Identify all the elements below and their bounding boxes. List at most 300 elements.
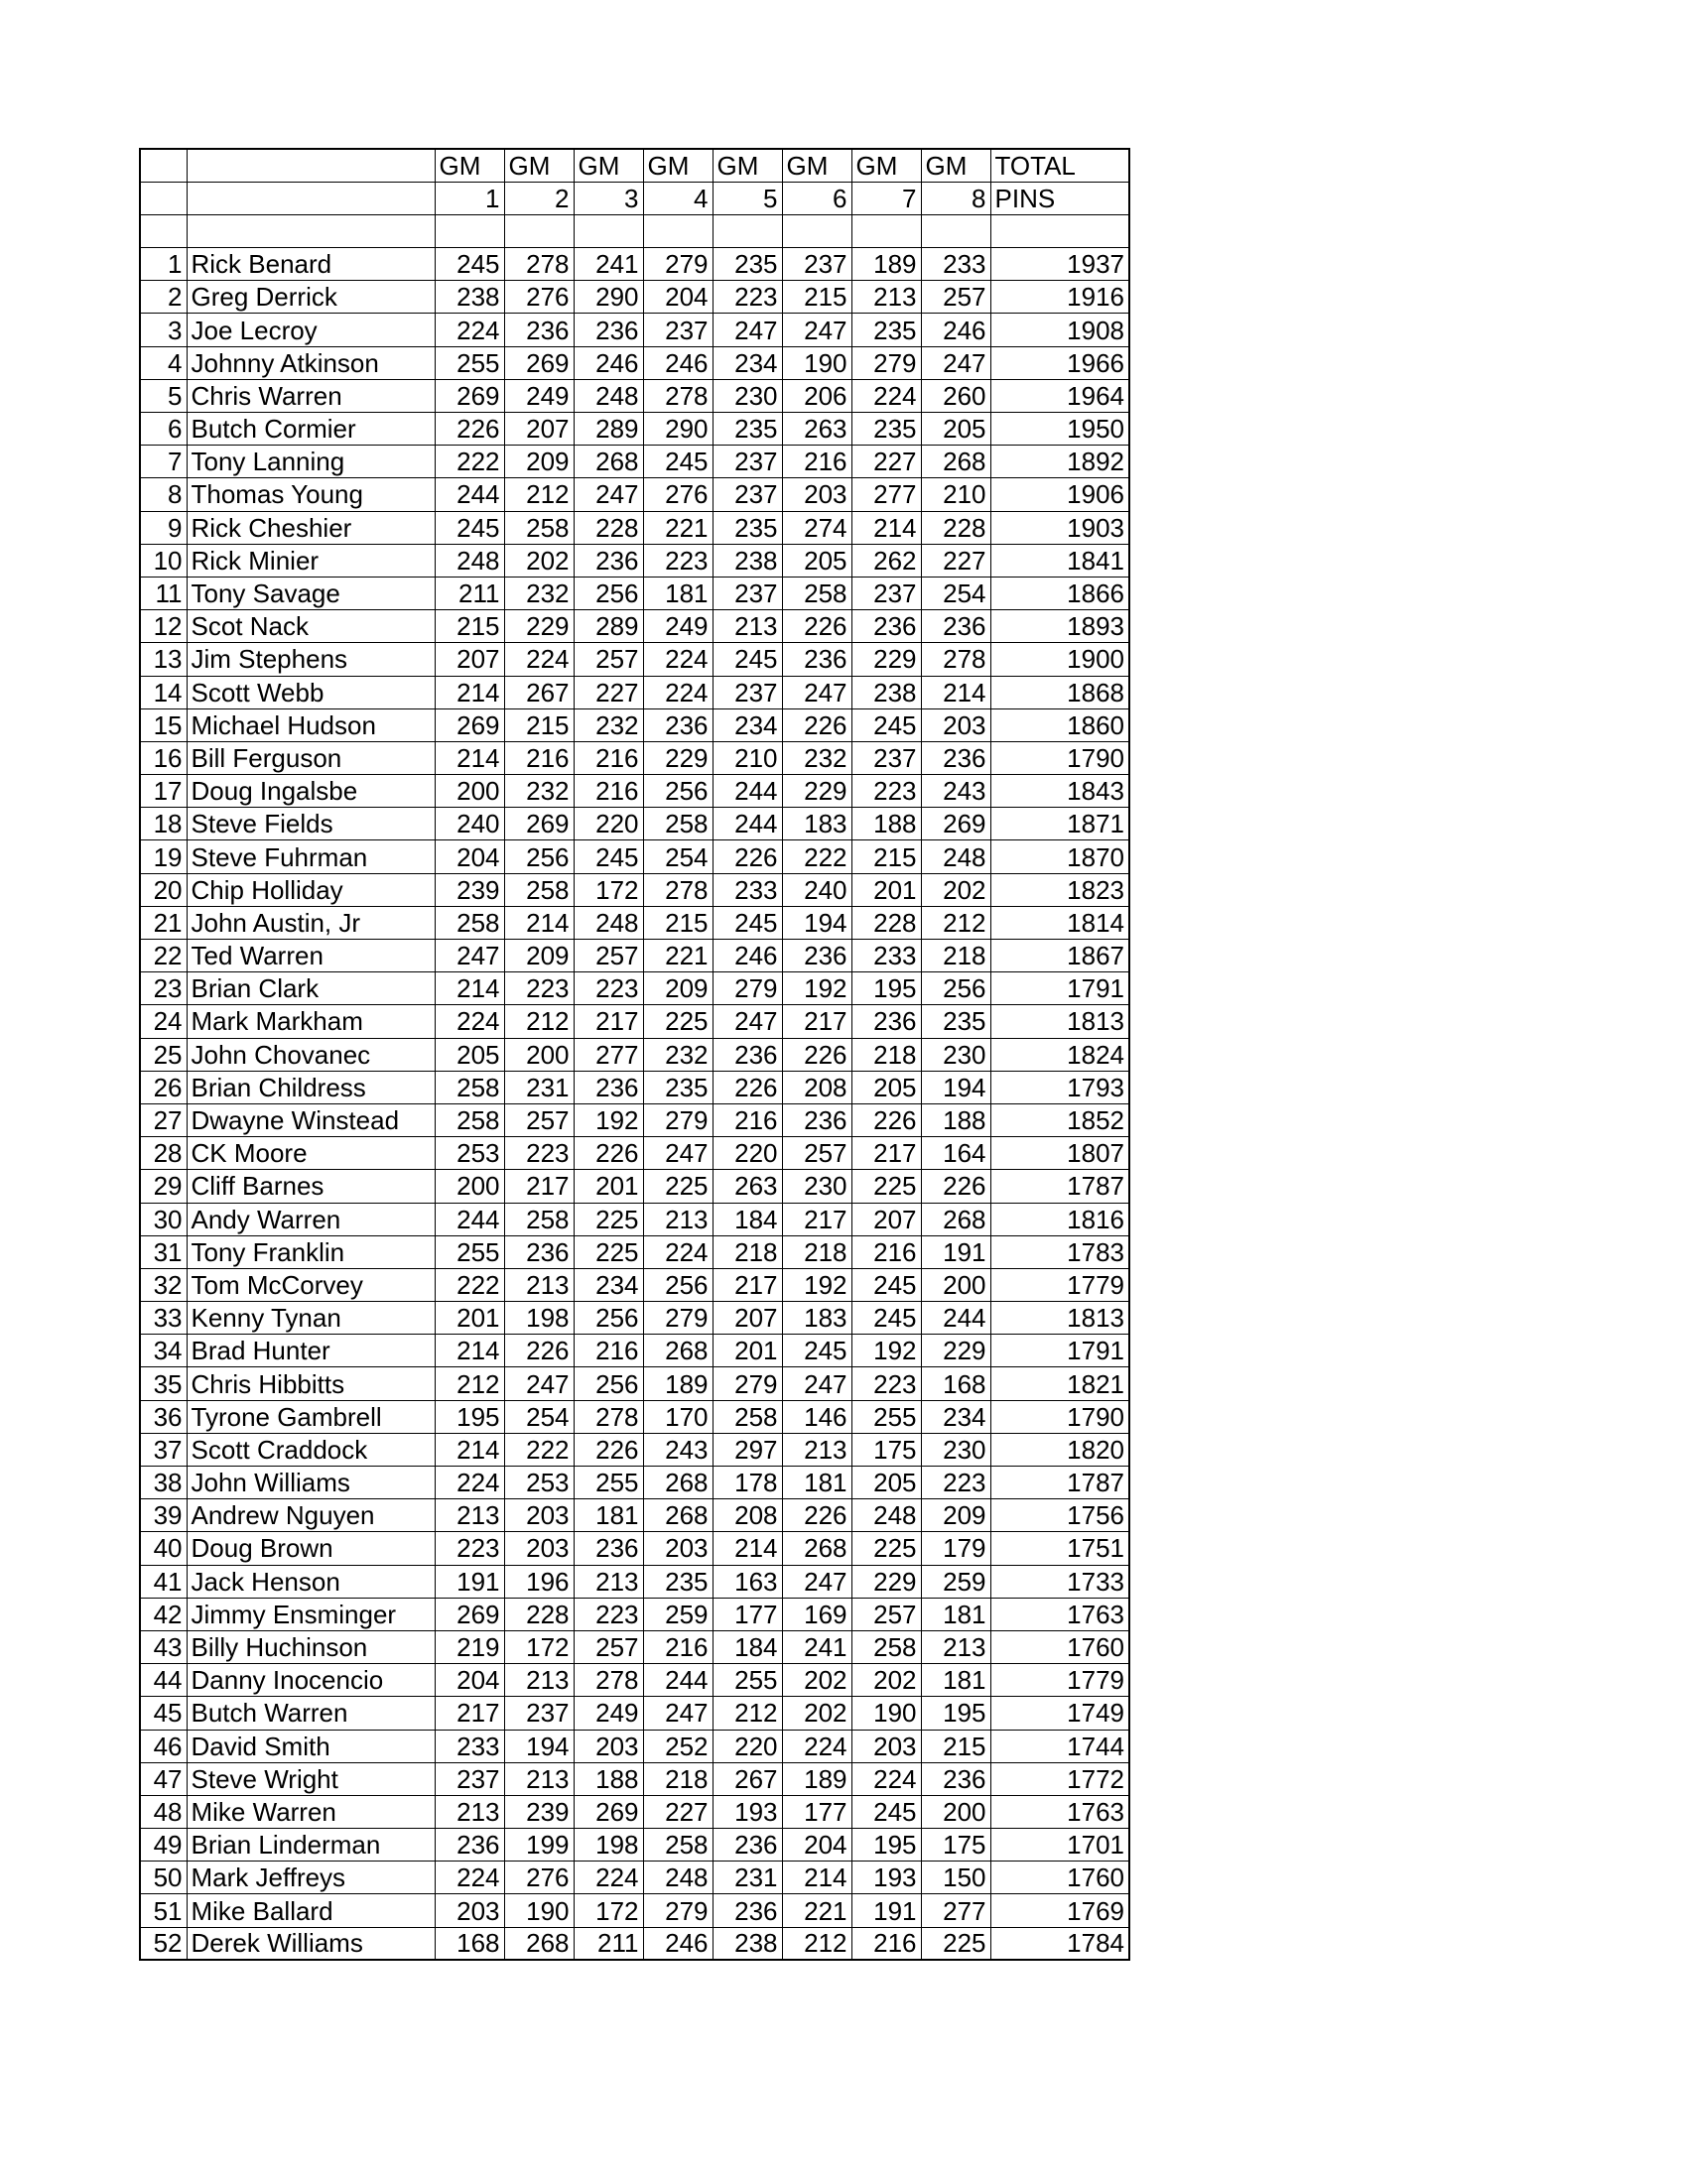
game-4-cell: 203 [643, 1532, 713, 1565]
game-3-cell: 247 [574, 478, 643, 511]
header-total-pins: PINS [990, 182, 1129, 214]
game-7-cell: 213 [851, 281, 921, 314]
game-6-cell: 222 [782, 840, 851, 873]
blank-cell [643, 214, 713, 247]
rank-cell: 5 [140, 379, 187, 412]
rank-cell: 38 [140, 1467, 187, 1499]
rank-cell: 22 [140, 940, 187, 972]
game-5-cell: 193 [713, 1795, 782, 1828]
game-6-cell: 236 [782, 940, 851, 972]
game-7-cell: 257 [851, 1598, 921, 1630]
table-row [140, 972, 1129, 1005]
name-cell: Scott Craddock [187, 1433, 435, 1466]
game-2-cell: 236 [504, 314, 574, 346]
game-5-cell: 218 [713, 1235, 782, 1268]
game-3-cell: 181 [574, 1499, 643, 1532]
game-1-cell: 236 [435, 1829, 504, 1862]
game-4-cell: 259 [643, 1598, 713, 1630]
game-2-cell: 213 [504, 1664, 574, 1697]
total-pins-cell: 1763 [990, 1598, 1129, 1630]
table-row [140, 1467, 1129, 1499]
table-row [140, 1499, 1129, 1532]
rank-cell: 42 [140, 1598, 187, 1630]
table-row [140, 1730, 1129, 1762]
table-row [140, 1862, 1129, 1894]
game-8-cell: 247 [921, 346, 990, 379]
name-cell: Doug Ingalsbe [187, 775, 435, 808]
game-1-cell: 168 [435, 1927, 504, 1960]
game-4-cell: 290 [643, 413, 713, 446]
game-4-cell: 224 [643, 676, 713, 708]
game-5-cell: 220 [713, 1730, 782, 1762]
game-8-cell: 234 [921, 1400, 990, 1433]
table-row [140, 1697, 1129, 1730]
table-row [140, 840, 1129, 873]
game-1-cell: 269 [435, 708, 504, 741]
total-pins-cell: 1769 [990, 1894, 1129, 1927]
game-7-cell: 226 [851, 1103, 921, 1136]
rank-cell: 14 [140, 676, 187, 708]
game-4-cell: 245 [643, 446, 713, 478]
total-pins-cell: 1893 [990, 610, 1129, 643]
game-7-cell: 236 [851, 1005, 921, 1038]
rank-cell: 1 [140, 248, 187, 281]
game-5-cell: 279 [713, 1367, 782, 1400]
game-8-cell: 203 [921, 708, 990, 741]
game-2-cell: 268 [504, 1927, 574, 1960]
game-4-cell: 216 [643, 1630, 713, 1663]
game-2-cell: 253 [504, 1467, 574, 1499]
game-3-cell: 234 [574, 1268, 643, 1301]
rank-cell: 46 [140, 1730, 187, 1762]
name-cell: Dwayne Winstead [187, 1103, 435, 1136]
name-cell: John Williams [187, 1467, 435, 1499]
rank-cell: 21 [140, 906, 187, 939]
name-cell: Brian Clark [187, 972, 435, 1005]
game-5-cell: 216 [713, 1103, 782, 1136]
header-game-1: GM [435, 149, 504, 182]
game-4-cell: 221 [643, 940, 713, 972]
rank-cell: 6 [140, 413, 187, 446]
game-2-cell: 200 [504, 1038, 574, 1071]
game-3-cell: 232 [574, 708, 643, 741]
table-row [140, 610, 1129, 643]
total-pins-cell: 1916 [990, 281, 1129, 314]
name-cell: Scot Nack [187, 610, 435, 643]
name-cell: Kenny Tynan [187, 1302, 435, 1335]
name-cell: Tony Lanning [187, 446, 435, 478]
total-pins-cell: 1892 [990, 446, 1129, 478]
name-cell: Bill Ferguson [187, 741, 435, 774]
game-3-cell: 248 [574, 379, 643, 412]
total-pins-cell: 1843 [990, 775, 1129, 808]
header-game-8: 8 [921, 182, 990, 214]
game-8-cell: 209 [921, 1499, 990, 1532]
game-8-cell: 244 [921, 1302, 990, 1335]
rank-cell: 26 [140, 1071, 187, 1103]
game-6-cell: 236 [782, 1103, 851, 1136]
header-game-5: 5 [713, 182, 782, 214]
table-row [140, 1630, 1129, 1663]
name-cell: Tom McCorvey [187, 1268, 435, 1301]
name-cell: Chip Holliday [187, 873, 435, 906]
game-5-cell: 267 [713, 1762, 782, 1795]
game-7-cell: 277 [851, 478, 921, 511]
table-row [140, 1433, 1129, 1466]
table-row [140, 1103, 1129, 1136]
game-6-cell: 216 [782, 446, 851, 478]
game-3-cell: 225 [574, 1203, 643, 1235]
game-2-cell: 247 [504, 1367, 574, 1400]
game-8-cell: 236 [921, 1762, 990, 1795]
game-7-cell: 215 [851, 840, 921, 873]
game-8-cell: 254 [921, 577, 990, 609]
game-8-cell: 235 [921, 1005, 990, 1038]
game-6-cell: 247 [782, 314, 851, 346]
game-1-cell: 255 [435, 346, 504, 379]
game-2-cell: 258 [504, 511, 574, 544]
total-pins-cell: 1813 [990, 1005, 1129, 1038]
game-2-cell: 258 [504, 1203, 574, 1235]
game-5-cell: 217 [713, 1268, 782, 1301]
game-7-cell: 237 [851, 577, 921, 609]
total-pins-cell: 1903 [990, 511, 1129, 544]
total-pins-cell: 1824 [990, 1038, 1129, 1071]
rank-cell: 3 [140, 314, 187, 346]
game-4-cell: 170 [643, 1400, 713, 1433]
blank-cell [574, 214, 643, 247]
game-6-cell: 229 [782, 775, 851, 808]
game-3-cell: 289 [574, 413, 643, 446]
table-row [140, 478, 1129, 511]
game-4-cell: 232 [643, 1038, 713, 1071]
game-2-cell: 217 [504, 1170, 574, 1203]
game-1-cell: 253 [435, 1137, 504, 1170]
game-6-cell: 274 [782, 511, 851, 544]
game-6-cell: 226 [782, 708, 851, 741]
header-total-pins: TOTAL [990, 149, 1129, 182]
game-2-cell: 198 [504, 1302, 574, 1335]
name-cell: Scott Webb [187, 676, 435, 708]
total-pins-cell: 1906 [990, 478, 1129, 511]
rank-cell: 30 [140, 1203, 187, 1235]
game-6-cell: 237 [782, 248, 851, 281]
table-row [140, 1598, 1129, 1630]
total-pins-cell: 1791 [990, 1335, 1129, 1367]
game-8-cell: 248 [921, 840, 990, 873]
header-game-3: 3 [574, 182, 643, 214]
name-cell: Chris Warren [187, 379, 435, 412]
game-1-cell: 200 [435, 1170, 504, 1203]
game-7-cell: 205 [851, 1467, 921, 1499]
game-7-cell: 245 [851, 1795, 921, 1828]
rank-cell: 48 [140, 1795, 187, 1828]
name-cell: Chris Hibbitts [187, 1367, 435, 1400]
table-row [140, 413, 1129, 446]
name-cell: Tony Savage [187, 577, 435, 609]
game-7-cell: 228 [851, 906, 921, 939]
game-7-cell: 235 [851, 413, 921, 446]
game-2-cell: 267 [504, 676, 574, 708]
game-8-cell: 188 [921, 1103, 990, 1136]
game-3-cell: 172 [574, 1894, 643, 1927]
game-2-cell: 172 [504, 1630, 574, 1663]
name-cell: Brad Hunter [187, 1335, 435, 1367]
name-cell: John Austin, Jr [187, 906, 435, 939]
rank-cell: 47 [140, 1762, 187, 1795]
game-8-cell: 228 [921, 511, 990, 544]
total-pins-cell: 1966 [990, 346, 1129, 379]
game-1-cell: 269 [435, 1598, 504, 1630]
game-4-cell: 258 [643, 808, 713, 840]
game-7-cell: 237 [851, 741, 921, 774]
game-7-cell: 190 [851, 1697, 921, 1730]
game-7-cell: 227 [851, 446, 921, 478]
game-8-cell: 205 [921, 413, 990, 446]
total-pins-cell: 1964 [990, 379, 1129, 412]
total-pins-cell: 1870 [990, 840, 1129, 873]
rank-cell: 52 [140, 1927, 187, 1960]
game-4-cell: 279 [643, 248, 713, 281]
game-2-cell: 258 [504, 873, 574, 906]
game-1-cell: 258 [435, 906, 504, 939]
game-5-cell: 214 [713, 1532, 782, 1565]
name-cell: Jack Henson [187, 1565, 435, 1598]
game-4-cell: 224 [643, 1235, 713, 1268]
game-5-cell: 244 [713, 775, 782, 808]
game-3-cell: 257 [574, 1630, 643, 1663]
game-8-cell: 246 [921, 314, 990, 346]
game-3-cell: 256 [574, 1367, 643, 1400]
game-3-cell: 217 [574, 1005, 643, 1038]
game-2-cell: 249 [504, 379, 574, 412]
game-2-cell: 237 [504, 1697, 574, 1730]
game-6-cell: 258 [782, 577, 851, 609]
game-6-cell: 232 [782, 741, 851, 774]
table-row [140, 808, 1129, 840]
game-8-cell: 268 [921, 1203, 990, 1235]
rank-cell: 28 [140, 1137, 187, 1170]
name-cell: Brian Childress [187, 1071, 435, 1103]
game-8-cell: 164 [921, 1137, 990, 1170]
game-6-cell: 217 [782, 1005, 851, 1038]
table-row [140, 1038, 1129, 1071]
rank-cell: 31 [140, 1235, 187, 1268]
name-cell: Mike Ballard [187, 1894, 435, 1927]
rank-cell: 13 [140, 643, 187, 676]
game-5-cell: 235 [713, 413, 782, 446]
game-8-cell: 194 [921, 1071, 990, 1103]
game-3-cell: 236 [574, 314, 643, 346]
table-row [140, 511, 1129, 544]
game-7-cell: 236 [851, 610, 921, 643]
game-3-cell: 188 [574, 1762, 643, 1795]
rank-cell: 23 [140, 972, 187, 1005]
total-pins-cell: 1783 [990, 1235, 1129, 1268]
name-cell: Rick Minier [187, 544, 435, 577]
game-5-cell: 245 [713, 906, 782, 939]
name-cell: Butch Cormier [187, 413, 435, 446]
table-row [140, 775, 1129, 808]
game-4-cell: 246 [643, 1927, 713, 1960]
game-5-cell: 220 [713, 1137, 782, 1170]
table-row [140, 1565, 1129, 1598]
game-4-cell: 229 [643, 741, 713, 774]
game-3-cell: 213 [574, 1565, 643, 1598]
game-5-cell: 236 [713, 1894, 782, 1927]
game-6-cell: 224 [782, 1730, 851, 1762]
game-4-cell: 227 [643, 1795, 713, 1828]
game-7-cell: 255 [851, 1400, 921, 1433]
name-cell: Brian Linderman [187, 1829, 435, 1862]
game-8-cell: 269 [921, 808, 990, 840]
game-6-cell: 247 [782, 1565, 851, 1598]
game-1-cell: 237 [435, 1762, 504, 1795]
game-2-cell: 222 [504, 1433, 574, 1466]
rank-cell: 25 [140, 1038, 187, 1071]
game-3-cell: 220 [574, 808, 643, 840]
game-5-cell: 247 [713, 1005, 782, 1038]
game-5-cell: 245 [713, 643, 782, 676]
game-5-cell: 297 [713, 1433, 782, 1466]
name-cell: Jim Stephens [187, 643, 435, 676]
game-2-cell: 239 [504, 1795, 574, 1828]
game-4-cell: 279 [643, 1302, 713, 1335]
game-2-cell: 203 [504, 1532, 574, 1565]
game-7-cell: 217 [851, 1137, 921, 1170]
rank-cell: 16 [140, 741, 187, 774]
total-pins-cell: 1787 [990, 1170, 1129, 1203]
blank-cell [140, 214, 187, 247]
game-5-cell: 226 [713, 1071, 782, 1103]
game-3-cell: 211 [574, 1927, 643, 1960]
game-2-cell: 276 [504, 281, 574, 314]
blank-cell [504, 214, 574, 247]
name-cell: David Smith [187, 1730, 435, 1762]
game-2-cell: 257 [504, 1103, 574, 1136]
game-1-cell: 191 [435, 1565, 504, 1598]
game-8-cell: 213 [921, 1630, 990, 1663]
table-row [140, 1795, 1129, 1828]
game-6-cell: 169 [782, 1598, 851, 1630]
name-cell: Mark Jeffreys [187, 1862, 435, 1894]
rank-cell: 49 [140, 1829, 187, 1862]
header-game-8: GM [921, 149, 990, 182]
game-4-cell: 213 [643, 1203, 713, 1235]
rank-cell: 29 [140, 1170, 187, 1203]
game-4-cell: 218 [643, 1762, 713, 1795]
game-3-cell: 192 [574, 1103, 643, 1136]
game-1-cell: 204 [435, 1664, 504, 1697]
game-8-cell: 181 [921, 1598, 990, 1630]
header-blank-cell [140, 182, 187, 214]
game-1-cell: 207 [435, 643, 504, 676]
game-8-cell: 257 [921, 281, 990, 314]
game-4-cell: 209 [643, 972, 713, 1005]
game-8-cell: 236 [921, 610, 990, 643]
header-game-7: GM [851, 149, 921, 182]
name-cell: Doug Brown [187, 1532, 435, 1565]
game-7-cell: 218 [851, 1038, 921, 1071]
table-row [140, 1302, 1129, 1335]
game-1-cell: 240 [435, 808, 504, 840]
header-blank-cell [140, 149, 187, 182]
table-row [140, 346, 1129, 379]
header-game-4: GM [643, 149, 713, 182]
game-8-cell: 179 [921, 1532, 990, 1565]
game-8-cell: 214 [921, 676, 990, 708]
game-3-cell: 256 [574, 1302, 643, 1335]
game-8-cell: 259 [921, 1565, 990, 1598]
game-7-cell: 229 [851, 1565, 921, 1598]
name-cell: Steve Fuhrman [187, 840, 435, 873]
game-6-cell: 194 [782, 906, 851, 939]
total-pins-cell: 1751 [990, 1532, 1129, 1565]
table-row [140, 1367, 1129, 1400]
game-5-cell: 238 [713, 544, 782, 577]
rank-cell: 44 [140, 1664, 187, 1697]
game-7-cell: 188 [851, 808, 921, 840]
name-cell: Tyrone Gambrell [187, 1400, 435, 1433]
game-1-cell: 214 [435, 741, 504, 774]
game-3-cell: 226 [574, 1433, 643, 1466]
game-1-cell: 214 [435, 972, 504, 1005]
header-game-2: 2 [504, 182, 574, 214]
game-8-cell: 181 [921, 1664, 990, 1697]
table-row [140, 1235, 1129, 1268]
game-6-cell: 247 [782, 1367, 851, 1400]
rank-cell: 12 [140, 610, 187, 643]
game-3-cell: 255 [574, 1467, 643, 1499]
game-7-cell: 191 [851, 1894, 921, 1927]
game-1-cell: 213 [435, 1499, 504, 1532]
table-row [140, 1664, 1129, 1697]
game-8-cell: 215 [921, 1730, 990, 1762]
game-4-cell: 278 [643, 379, 713, 412]
game-2-cell: 190 [504, 1894, 574, 1927]
game-5-cell: 207 [713, 1302, 782, 1335]
rank-cell: 37 [140, 1433, 187, 1466]
name-cell: Steve Wright [187, 1762, 435, 1795]
table-row [140, 940, 1129, 972]
rank-cell: 34 [140, 1335, 187, 1367]
game-5-cell: 236 [713, 1038, 782, 1071]
total-pins-cell: 1852 [990, 1103, 1129, 1136]
game-7-cell: 235 [851, 314, 921, 346]
game-4-cell: 248 [643, 1862, 713, 1894]
game-8-cell: 175 [921, 1829, 990, 1862]
game-4-cell: 268 [643, 1499, 713, 1532]
header-game-6: GM [782, 149, 851, 182]
game-5-cell: 233 [713, 873, 782, 906]
game-3-cell: 236 [574, 1532, 643, 1565]
total-pins-cell: 1787 [990, 1467, 1129, 1499]
game-5-cell: 237 [713, 478, 782, 511]
game-2-cell: 276 [504, 1862, 574, 1894]
game-4-cell: 249 [643, 610, 713, 643]
game-8-cell: 226 [921, 1170, 990, 1203]
game-8-cell: 223 [921, 1467, 990, 1499]
game-3-cell: 241 [574, 248, 643, 281]
rank-cell: 51 [140, 1894, 187, 1927]
game-6-cell: 183 [782, 1302, 851, 1335]
game-1-cell: 247 [435, 940, 504, 972]
name-cell: Billy Huchinson [187, 1630, 435, 1663]
game-5-cell: 226 [713, 840, 782, 873]
table-row [140, 1203, 1129, 1235]
game-3-cell: 236 [574, 544, 643, 577]
game-3-cell: 216 [574, 1335, 643, 1367]
